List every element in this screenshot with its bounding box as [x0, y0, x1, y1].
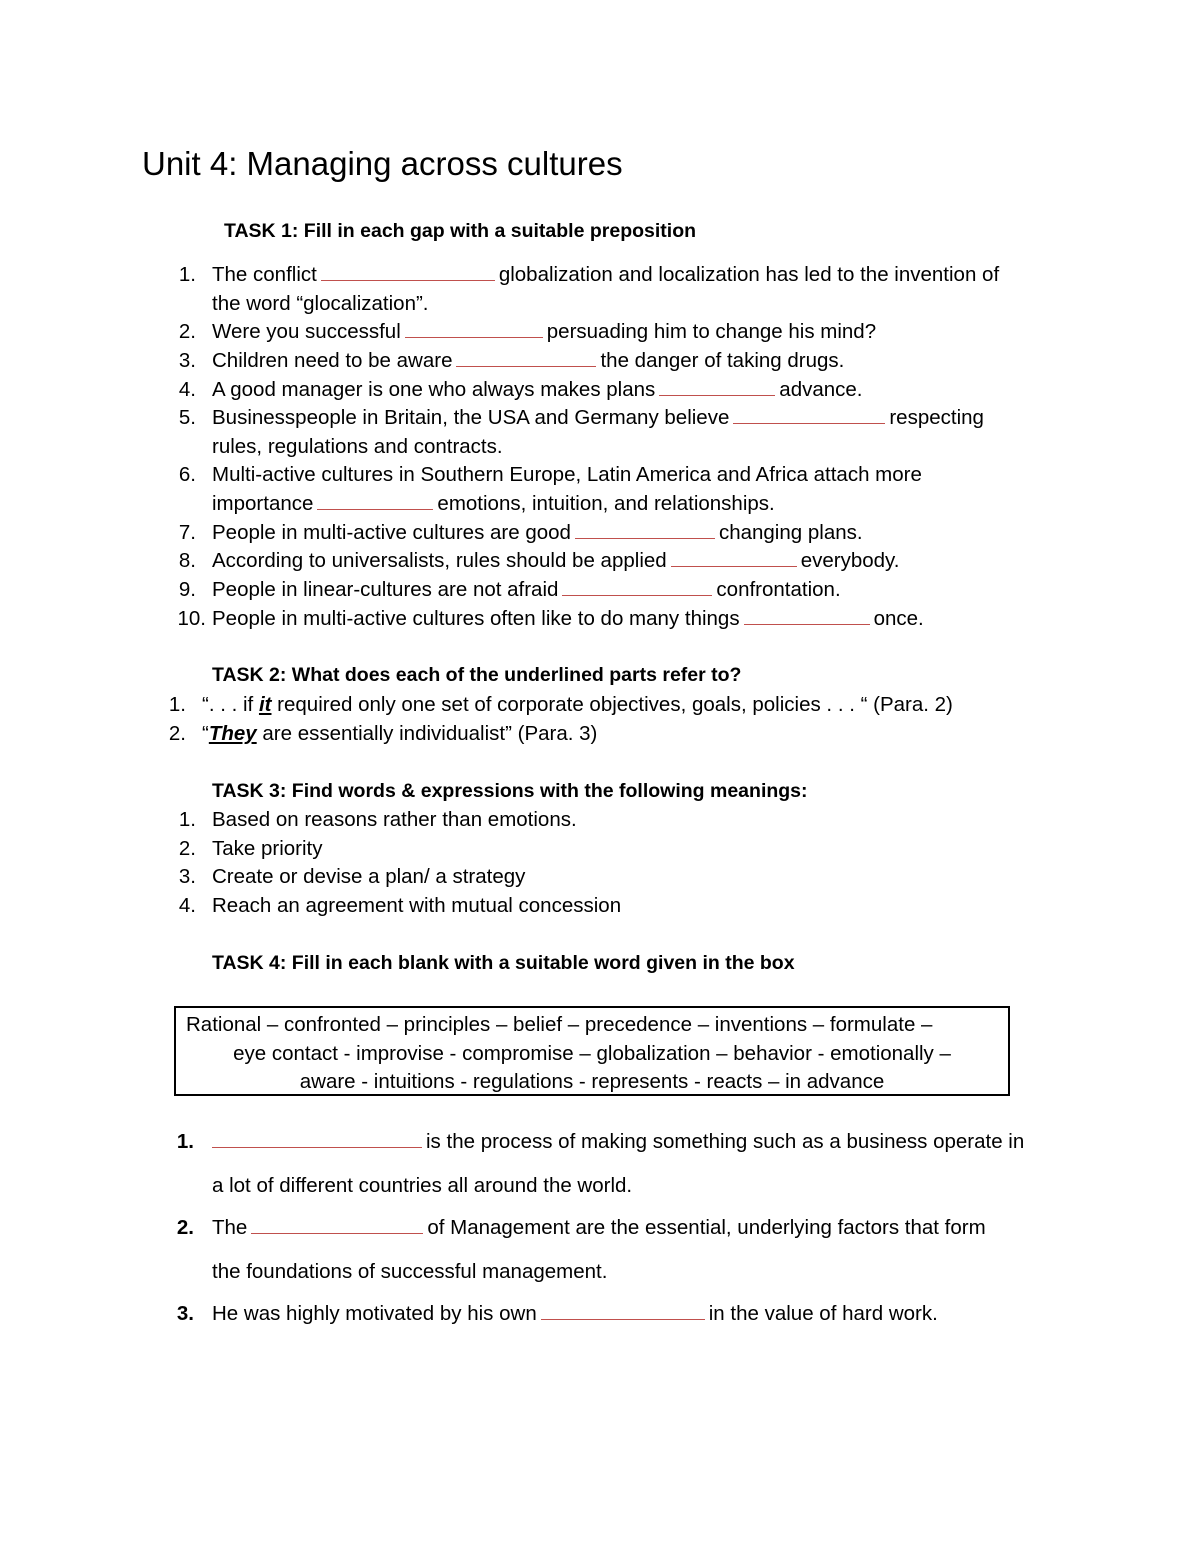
- blank[interactable]: [321, 262, 495, 281]
- blank[interactable]: [659, 377, 775, 396]
- underlined-reference: it: [258, 693, 272, 716]
- blank[interactable]: [317, 491, 433, 510]
- blank[interactable]: [562, 577, 712, 596]
- task3-heading: TASK 3: Find words & expressions with the following meanings:: [212, 780, 808, 802]
- task2-heading: TASK 2: What does each of the underlined parts refer to?: [212, 664, 742, 686]
- word-box: [174, 1006, 1010, 1096]
- blank[interactable]: [212, 1129, 422, 1148]
- page-title: Unit 4: Managing across cultures: [142, 145, 623, 182]
- task1-heading: TASK 1: Fill in each gap with a suitable preposition: [224, 220, 697, 242]
- blank[interactable]: [733, 405, 885, 424]
- blank[interactable]: [671, 548, 797, 567]
- word-box-line-3: aware - intuitions - regulations - represents - reacts – in advance: [299, 1070, 885, 1093]
- word-box-line-2: eye contact - improvise - compromise – globalization – behavior - emotionally –: [233, 1041, 951, 1065]
- blank[interactable]: [251, 1215, 423, 1234]
- underlined-reference: They: [208, 722, 257, 745]
- task4-heading: TASK 4: Fill in each blank with a suitable word given in the box: [212, 952, 795, 974]
- worksheet-page: Unit 4: Managing across cultures TASK 1: Fill in each gap with a suitable preposition 1. The conflict globalization and localization has led to the invention of the word “glocalization”. 2. Were you successful persuading him to change his mind? 3. Children need to be aware the danger of taking drugs. 4. A good manager is one who always makes plans advance. 5. Businesspeople in Britain, the USA and Germany believe respecting rules, regulations and contracts. 6. Multi-active cultures in Southern Europe, Latin America and Africa attach more importance emotions, intuition, and relationships. 7. People in multi-active cultures are good changing plans. 8. According to universalists, rules should be applied everybody. 9. People in linear-cultures are not afraid confrontation. 10. People in multi-active cultures often like to do many things once. TASK 2: What does each of the underlined parts refer to? 1. “. . . if it required only one set of corporate objectives, goals, policies . . . “ (Para. 2) 2. “They are essentially individualist” (Para. 3) TASK 3: Find words & expressions with the following meanings: 1. Based on reasons rather than emotions. 2. Take priority 3. Create or devise a plan/ a strategy 4. Reach an agreement with mutual concession TASK 4: Fill in each blank with a suitable word given in the box Rational – confronted – principles – belief – precedence – inventions – formulate – eye contact - improvise - compromise – globalization – behavior - emotionally – aware - intuitions - regulations - represents - reacts – in advance 1. is the process of making something such as a business operate in a lot of different countries all around the world. 2. The of Management are the essential, underlying factors that form the foundations of successful management. 3. He was highly motivated by his own in the value of hard work.: [142, 145, 1025, 1325]
- blank[interactable]: [456, 348, 596, 367]
- blank[interactable]: [541, 1301, 705, 1320]
- blank[interactable]: [405, 319, 543, 338]
- word-box-line-1: Rational – confronted – principles – belief – precedence – inventions – formulate –: [186, 1013, 933, 1036]
- blank[interactable]: [575, 520, 715, 539]
- blank[interactable]: [744, 606, 870, 625]
